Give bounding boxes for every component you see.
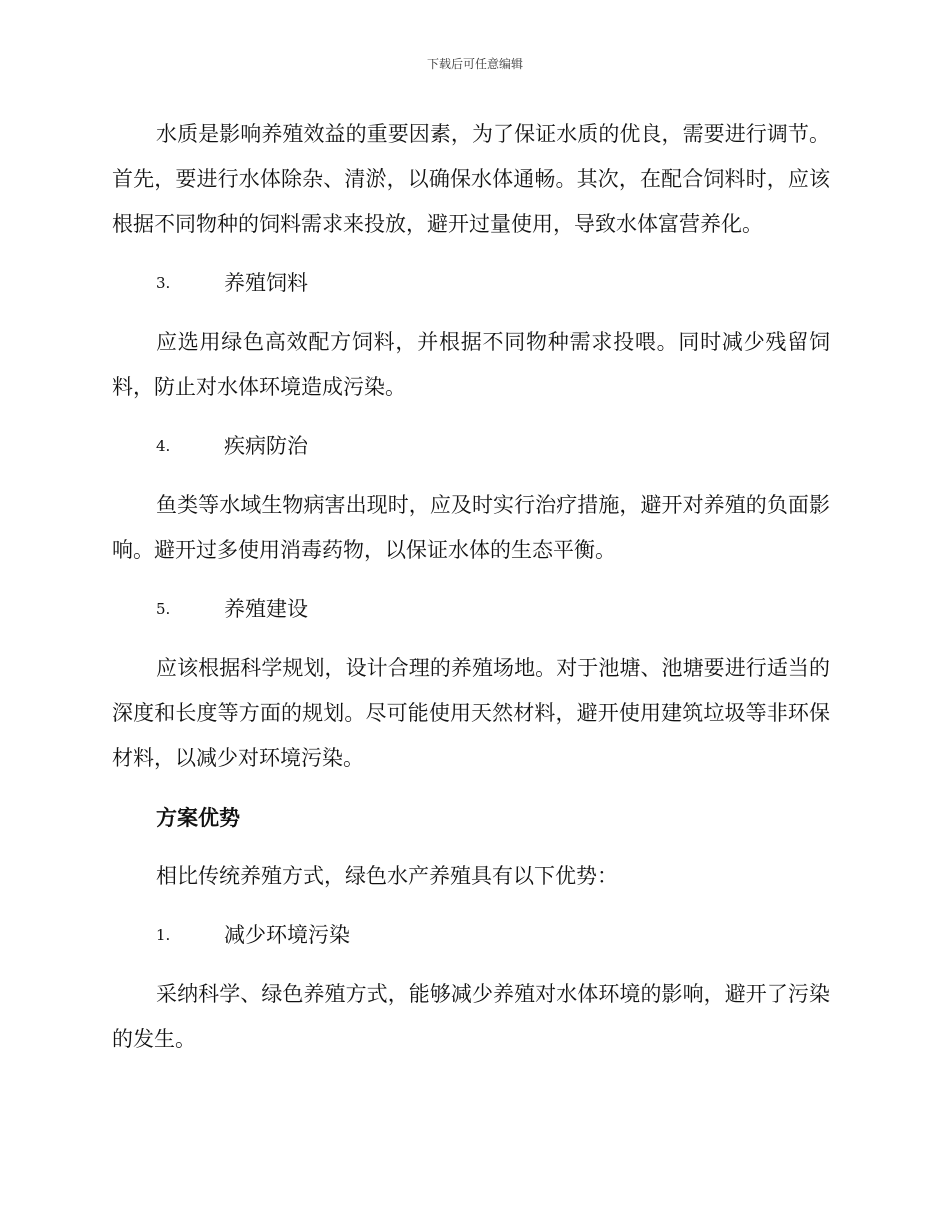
list-item-label: 养殖饲料 [224, 271, 308, 295]
page-header: 下载后可任意编辑 [426, 57, 523, 71]
paragraph-reduce-pollution: 采纳科学、绿色养殖方式，能够减少养殖对水体环境的影响，避开了污染的发生。 [112, 982, 830, 1051]
paragraph-advantages-intro: 相比传统养殖方式，绿色水产养殖具有以下优势： [156, 864, 618, 888]
list-item-number: 3. [156, 274, 171, 292]
list-item-label: 疾病防治 [224, 434, 308, 458]
list-item-reduce-pollution [112, 913, 830, 958]
list-item-number: 5. [156, 600, 171, 618]
section-heading-advantages: 方案优势 [156, 805, 240, 830]
document-body [112, 112, 830, 1076]
list-item-label: 减少环境污染 [224, 923, 350, 947]
list-item-feed [112, 261, 830, 306]
paragraph-disease-control: 鱼类等水域生物病害出现时，应及时实行治疗措施，避开对养殖的负面影响。避开过多使用消毒药物，以保证水体的生态平衡。 [112, 493, 830, 562]
list-item-label: 养殖建设 [224, 597, 308, 621]
list-item-number: 4. [156, 437, 171, 455]
list-item-disease-control [112, 424, 830, 469]
list-item-number: 1. [156, 926, 171, 944]
paragraph-water-quality: 水质是影响养殖效益的重要因素，为了保证水质的优良，需要进行调节。首先，要进行水体除杂、清淤，以确保水体通畅。其次，在配合饲料时，应该根据不同物种的饲料需求来投放，避开过量使用，导致水体富营养化。 [112, 122, 830, 236]
paragraph-construction: 应该根据科学规划，设计合理的养殖场地。对于池塘、池塘要进行适当的深度和长度等方面的规划。尽可能使用天然材料，避开使用建筑垃圾等非环保材料，以减少对环境污染。 [112, 656, 830, 770]
list-item-construction [112, 587, 830, 632]
paragraph-feed: 应选用绿色高效配方饲料，并根据不同物种需求投喂。同时减少残留饲料，防止对水体环境造成污染。 [112, 330, 830, 399]
